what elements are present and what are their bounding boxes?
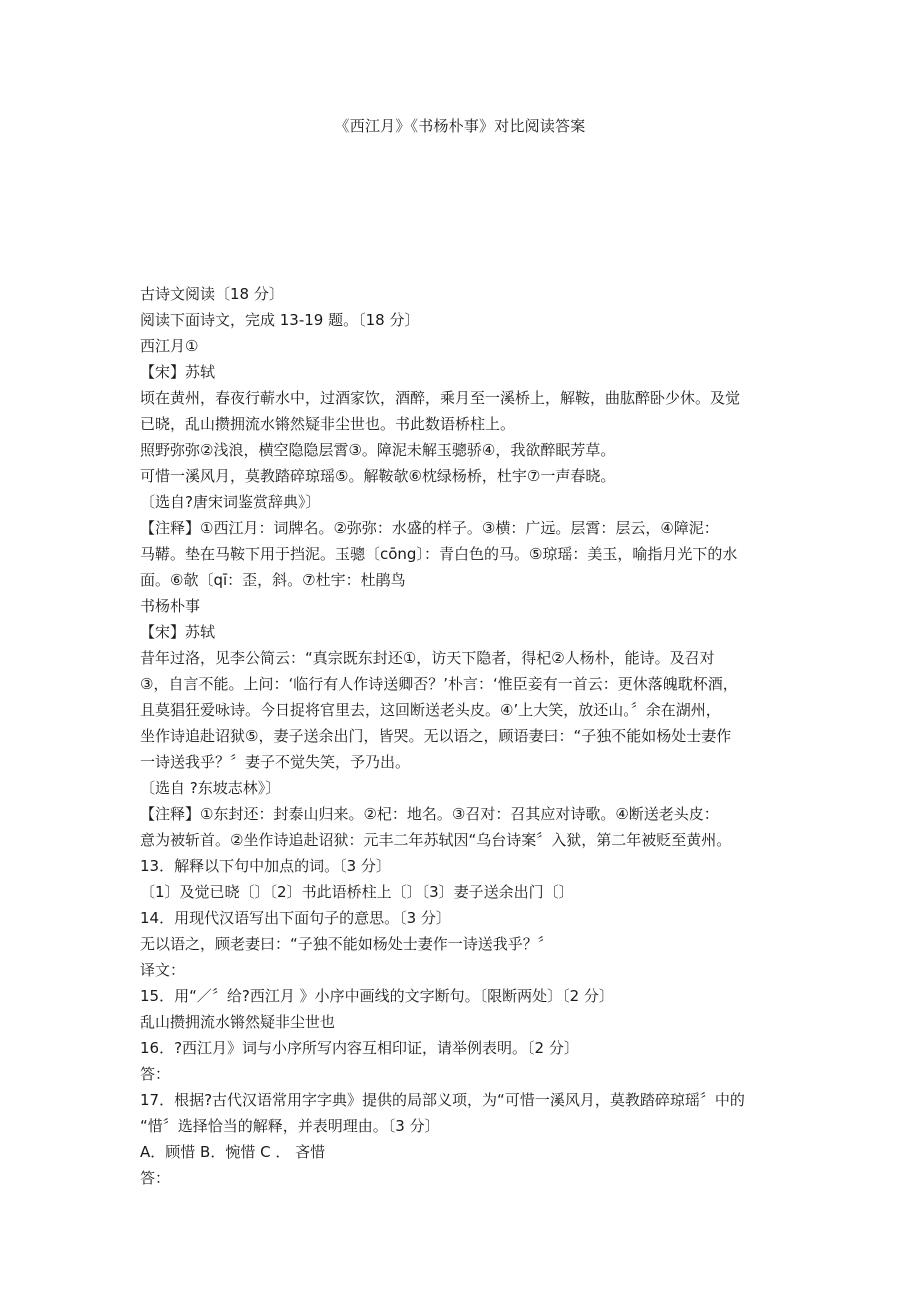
answer-label: 译文： (140, 961, 186, 979)
prose-title: 书杨朴事 (140, 597, 201, 615)
instruction: 阅读下面诗文，完成 13-19 题。〔18 分〕 (140, 311, 420, 329)
poem-author: 【宋】苏轼 (140, 363, 216, 381)
prose-author: 【宋】苏轼 (140, 623, 216, 641)
question-line: “惜〞选择恰当的解释，并表明理由。〔3 分〕 (140, 1117, 440, 1135)
answer-label: 答： (140, 1065, 171, 1083)
poem-title: 西江月① (140, 337, 199, 355)
question-line: 乱山攒拥流水锵然疑非尘世也 (140, 1013, 336, 1031)
prose-line: 昔年过洛，见李公简云：“真宗既东封还①，访天下隐者，得杞②人杨朴，能诗。及召对 (140, 649, 715, 667)
preface-line: 已晓，乱山攒拥流水锵然疑非尘世也。书此数语桥柱上。 (140, 415, 516, 433)
question-13: 13．解释以下句中加点的词。〔3 分〕 (140, 857, 391, 875)
question-options: A．顾惜 B．惋惜 C ． 吝惜 (140, 1143, 326, 1161)
question-14: 14．用现代汉语写出下面句子的意思。〔3 分〕 (140, 909, 451, 927)
poem-line: 可惜一溪风月，莫教踏碎琼瑶⑤。解鞍欹⑥枕绿杨桥，杜宇⑦一声春晓。 (140, 467, 616, 485)
question-line: 无以语之，顾老妻曰：“子独不能如杨处士妻作一诗送我乎？〞 (140, 935, 553, 953)
prose-line: ③，自言不能。上问：‘临行有人作诗送卿否？’朴言：‘惟臣妾有一首云：更休落魄耽杯酒， (140, 675, 738, 693)
question-15: 15．用“／〞给?西江月 》小序中画线的文字断句。〔限断两处〕〔2 分〕 (140, 987, 614, 1005)
section-heading: 古诗文阅读〔18 分〕 (140, 285, 284, 303)
question-17: 17．根据?古代汉语常用字字典》提供的局部义项，为“可惜一溪风月，莫教踏碎琼瑶〞中的 (140, 1091, 745, 1109)
question-16: 16．?西江月》词与小序所写内容互相印证，请举例表明。〔2 分〕 (140, 1039, 579, 1057)
annotation-line: 【注释】①东封还：封泰山归来。②杞：地名。③召对：召其应对诗歌。④断送老头皮： (140, 805, 719, 823)
annotation-line: 【注释】①西江月：词牌名。②弥弥：水盛的样子。③横：广远。层霄：层云，④障泥： (140, 519, 719, 537)
prose-line: 且莫猖狂爱咏诗。今日捉将官里去，这回断送老头皮。④’上大笑，放还山。〞余在湖州， (140, 701, 721, 719)
document-body (140, 281, 795, 1191)
answer-label: 答： (140, 1169, 171, 1187)
annotation-line: 面。⑥欹〔qī：歪，斜。⑦杜宇：杜鹃鸟 (140, 571, 406, 589)
question-line: 〔1〕及觉已晓〔〕〔2〕书此语桥柱上〔〕〔3〕妻子送余出门〔〕 (140, 883, 574, 901)
source-note: 〔选自?唐宋词鉴赏辞典》〕 (140, 493, 321, 511)
prose-line: 一诗送我乎？〞妻子不觉失笑，予乃出。 (140, 753, 411, 771)
source-note: 〔选自 ?东坡志林》〕 (140, 779, 281, 797)
annotation-line: 意为被斩首。②坐作诗追赴诏狱：元丰二年苏轼因“乌台诗案〞入狱，第二年被贬至黄州。 (140, 831, 732, 849)
annotation-line: 马鞯。垫在马鞍下用于挡泥。玉骢〔cōng〕：青白色的马。⑤琼瑶：美玉，喻指月光下的水 (140, 545, 738, 563)
document-title: 《西江月》《书杨朴事》对比阅读答案 (334, 117, 586, 135)
poem-line: 照野弥弥②浅浪，横空隐隐层霄③。障泥未解玉骢骄④，我欲醉眠芳草。 (140, 441, 616, 459)
preface-line: 顷在黄州，春夜行蕲水中，过酒家饮，酒醉，乘月至一溪桥上，解鞍，曲肱醉卧少休。及觉 (140, 389, 741, 407)
prose-line: 坐作诗追赴诏狱⑤，妻子送余出门，皆哭。无以语之，顾语妻曰：“子独不能如杨处士妻作 (140, 727, 732, 745)
